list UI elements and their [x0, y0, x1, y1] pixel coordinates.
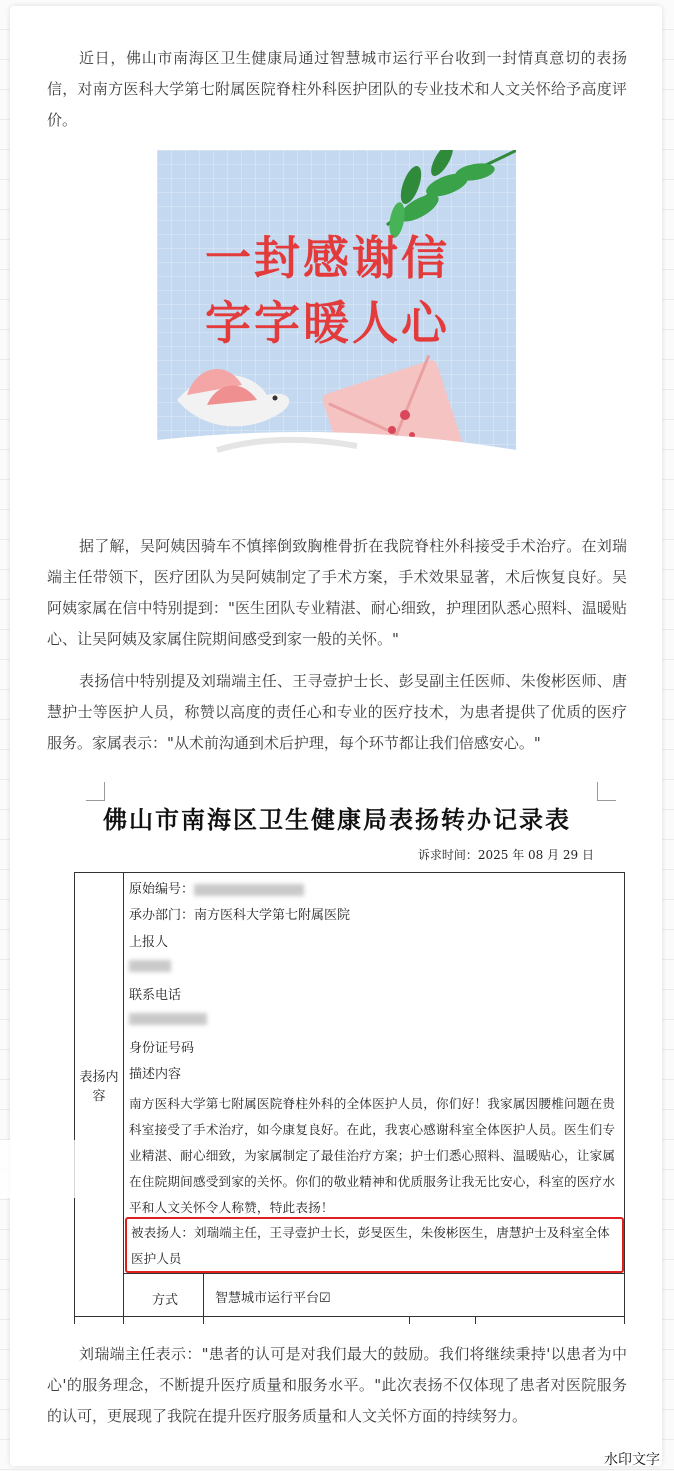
description-label: 描述内容 [129, 1067, 182, 1082]
original-number-label: 原始编号： [129, 882, 195, 897]
original-number-row [129, 878, 304, 897]
thank-you-poster [157, 150, 516, 516]
poster-title-line-1: 一封感谢信 [205, 231, 450, 285]
paragraph-conclusion: 刘瑞端主任表示："患者的认可是对我们最大的鼓励。我们将继续秉持'以患者为中心'的服务理念，不断提升医疗质量和服务水平。"此次表扬不仅体现了患者对医院服务的认可，更展现了我院在提升医疗服务质量和人文关怀方面的持续努力。 [47, 1345, 627, 1425]
scan-corner-mark [597, 782, 616, 801]
paragraph-intro: 近日，佛山市南海区卫生健康局通过智慧城市运行平台收到一封情真意切的表扬信，对南方医科大学第七附属医院脊柱外科医护团队的专业技术和人文关怀给予高度评价。 [47, 49, 627, 129]
scan-corner-mark [86, 782, 105, 801]
paragraph-praise: 表扬信中特别提及刘瑞端主任、王寻壹护士长、彭旻副主任医师、朱俊彬医师、唐慧护士等医护人员，称赞以高度的责任心和专业的医疗技术，为患者提供了优质的医疗服务。家属表示："从术前沟通到术后护理，每个环节都让我们倍感安心。" [47, 672, 627, 752]
praised-staff-highlight [125, 1217, 624, 1273]
watermark-text: 水印文字 [604, 1452, 660, 1468]
paragraph-background: 据了解，吴阿姨因骑车不慎摔倒致胸椎骨折在我院脊柱外科接受手术治疗。在刘瑞端主任带领下，医疗团队为吴阿姨制定了手术方案，手术效果显著，术后恢复良好。吴阿姨家属在信中特别提到："医生团队专业精湛、耐心细致，护理团队悉心照料、温暖贴心、让吴阿姨及家属住院期间感受到家一般的关怀。" [47, 537, 627, 648]
record-date: 诉求时间：2025 年 08 月 29 日 [417, 848, 594, 862]
record-table [74, 872, 625, 1324]
poster-title-line-2: 字字暖人心 [205, 296, 450, 350]
description-text: 南方医科大学第七附属医院脊柱外科的全体医护人员，你们好！我家属因腰椎问题在贵科室接受了手术治疗，如今康复良好。在此，我衷心感谢科室全体医护人员。医生们专业精湛、耐心细致，为家属制定了最佳治疗方案；护士们悉心照料、温暖贴心，让家属在住院期间感受到家的关怀。你们的敬业精神和优质服务让我无比安心，科室的医疗水平和人文关怀令人称赞，特此表扬！ [129, 1096, 616, 1215]
phone-label: 联系电话 [129, 988, 182, 1003]
section-label: 表扬内容 [79, 1070, 119, 1104]
dove-and-envelope-icon [157, 150, 516, 516]
method-label: 方式 [151, 1293, 178, 1308]
id-label: 身份证号码 [129, 1041, 195, 1056]
redacted-number [194, 884, 304, 896]
reporter-name-redacted [129, 958, 171, 973]
commendation-record-scan [38, 772, 636, 1324]
overlay-fade [0, 1140, 100, 1198]
record-title: 佛山市南海区卫生健康局表扬转办记录表 [103, 805, 571, 834]
reporter-label: 上报人 [129, 935, 169, 950]
phone-redacted [129, 1011, 207, 1026]
method-value: 智慧城市运行平台☑ [215, 1291, 331, 1306]
department-row: 承办部门：南方医科大学第七附属医院 [129, 908, 351, 923]
praised-staff-text: 被表扬人：刘瑞端主任，王寻壹护士长，彭旻医生，朱俊彬医生，唐慧护士及科室全体医护人员 [131, 1225, 610, 1266]
